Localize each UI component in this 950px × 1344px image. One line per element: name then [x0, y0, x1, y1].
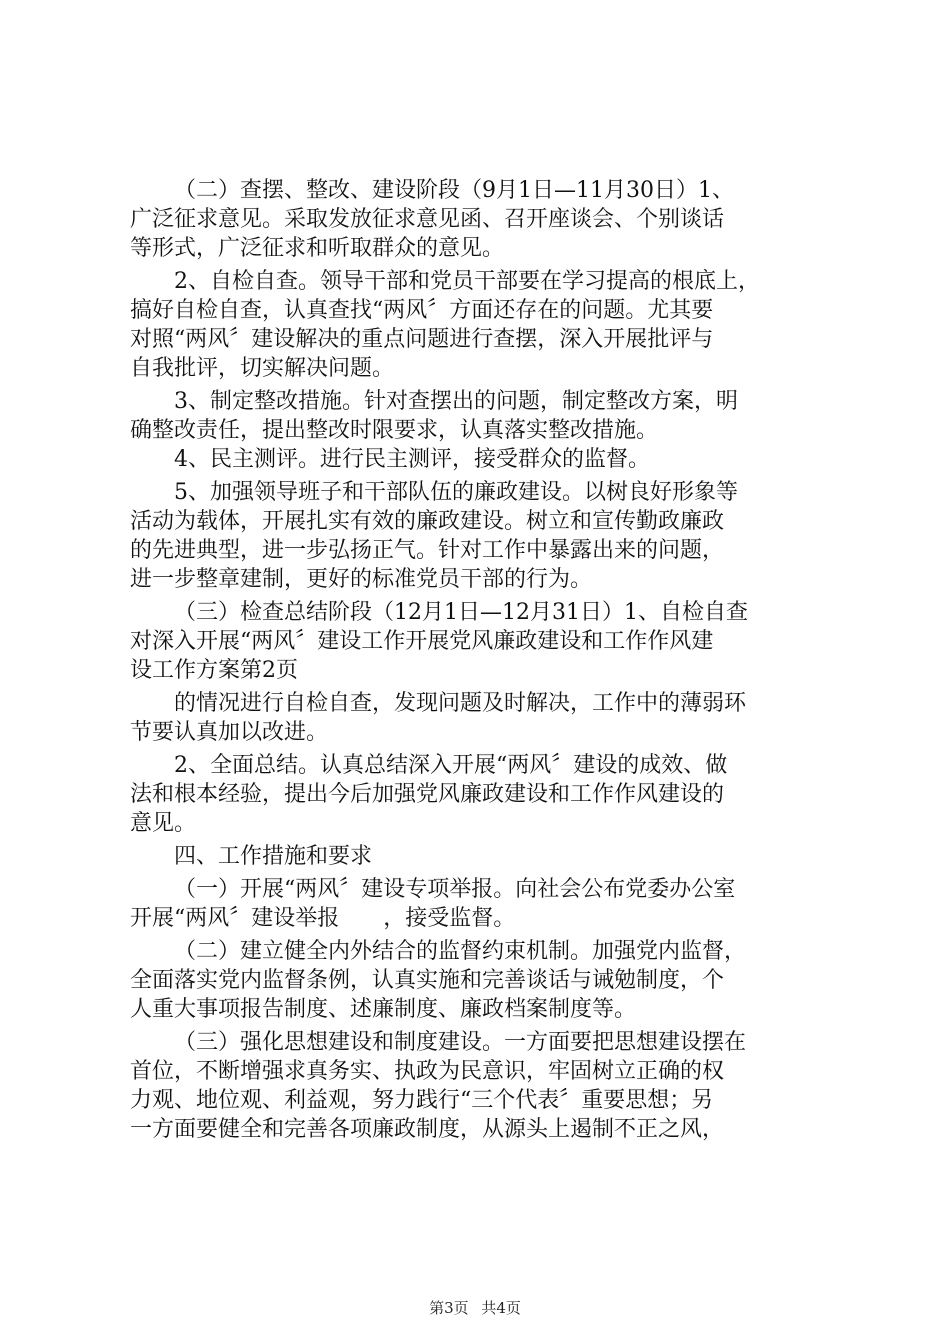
paragraph-line: 4、民主测评。进行民主测评，接受群众的监督。	[174, 447, 650, 472]
paragraph-line: 一方面要健全和完善各项廉政制度，从源头上遏制不正之风，	[130, 1117, 725, 1142]
paragraph-line: （三）检查总结阶段（12月1日—12月31日）1、自检自查	[174, 600, 748, 625]
paragraph-line: 意见。	[130, 811, 197, 836]
paragraph-line: 活动为载体，开展扎实有效的廉政建设。树立和宣传勤政廉政	[130, 509, 725, 534]
paragraph-line: 的先进典型，进一步弘扬正气。针对工作中暴露出来的问题，	[130, 538, 725, 563]
paragraph-line: 3、制定整改措施。针对查摆出的问题，制定整改方案，明	[174, 389, 738, 414]
paragraph-line: 节要认真加以改进。	[130, 720, 329, 745]
paragraph-line: （三）强化思想建设和制度建设。一方面要把思想建设摆在	[174, 1030, 747, 1055]
paragraph-line: 确整改责任，提出整改时限要求，认真落实整改措施。	[130, 418, 659, 443]
paragraph-line: 全面落实党内监督条例，认真实施和完善谈话与诫勉制度，个	[130, 968, 725, 993]
paragraph-line: 2、自检自查。领导干部和党员干部要在学习提高的根底上，	[174, 269, 760, 294]
paragraph-line: 首位，不断增强求真务实、执政为民意识，牢固树立正确的权	[130, 1059, 725, 1084]
paragraph-line: 力观、地位观、利益观，努力践行“三个代表〞重要思想；另	[130, 1088, 714, 1113]
paragraph-line: 自我批评，切实解决问题。	[130, 356, 395, 381]
paragraph-line: （二）建立健全内外结合的监督约束机制。加强党内监督，	[174, 939, 747, 964]
paragraph-line: 设工作方案第2页	[130, 658, 298, 683]
paragraph-line: （二）查摆、整改、建设阶段（9月1日—11月30日）1、	[174, 178, 734, 203]
paragraph-line: 进一步整章建制，更好的标准党员干部的行为。	[130, 567, 593, 592]
document-body	[130, 176, 830, 1144]
paragraph-line: 开展“两风〞建设举报 ，接受监督。	[130, 906, 516, 931]
paragraph-line: 对深入开展“两风〞建设工作开展党风廉政建设和工作作风建	[130, 629, 714, 654]
section-heading: 四、工作措施和要求	[174, 844, 373, 869]
paragraph-line: 等形式，广泛征求和听取群众的意见。	[130, 236, 505, 261]
paragraph-line: 人重大事项报告制度、述廉制度、廉政档案制度等。	[130, 997, 637, 1022]
page-number: 第3页	[429, 1299, 469, 1317]
paragraph-line: 2、全面总结。认真总结深入开展“两风〞建设的成效、做	[174, 753, 728, 778]
paragraph-line: 广泛征求意见。采取发放征求意见函、召开座谈会、个别谈话	[130, 207, 725, 232]
paragraph-line: 的情况进行自检自查，发现问题及时解决，工作中的薄弱环	[174, 691, 747, 716]
page-total: 共4页	[481, 1299, 521, 1317]
paragraph-line: 对照“两风〞建设解决的重点问题进行查摆，深入开展批评与	[130, 327, 714, 352]
paragraph-line: 法和根本经验，提出今后加强党风廉政建设和工作作风建设的	[130, 782, 725, 807]
paragraph-line: 5、加强领导班子和干部队伍的廉政建设。以树良好形象等	[174, 480, 738, 505]
page-footer	[0, 1298, 950, 1318]
paragraph-line: （一）开展“两风〞建设专项举报。向社会公布党委办公室	[174, 877, 736, 902]
paragraph-line: 搞好自检自查，认真查找“两风〞方面还存在的问题。尤其要	[130, 298, 714, 323]
